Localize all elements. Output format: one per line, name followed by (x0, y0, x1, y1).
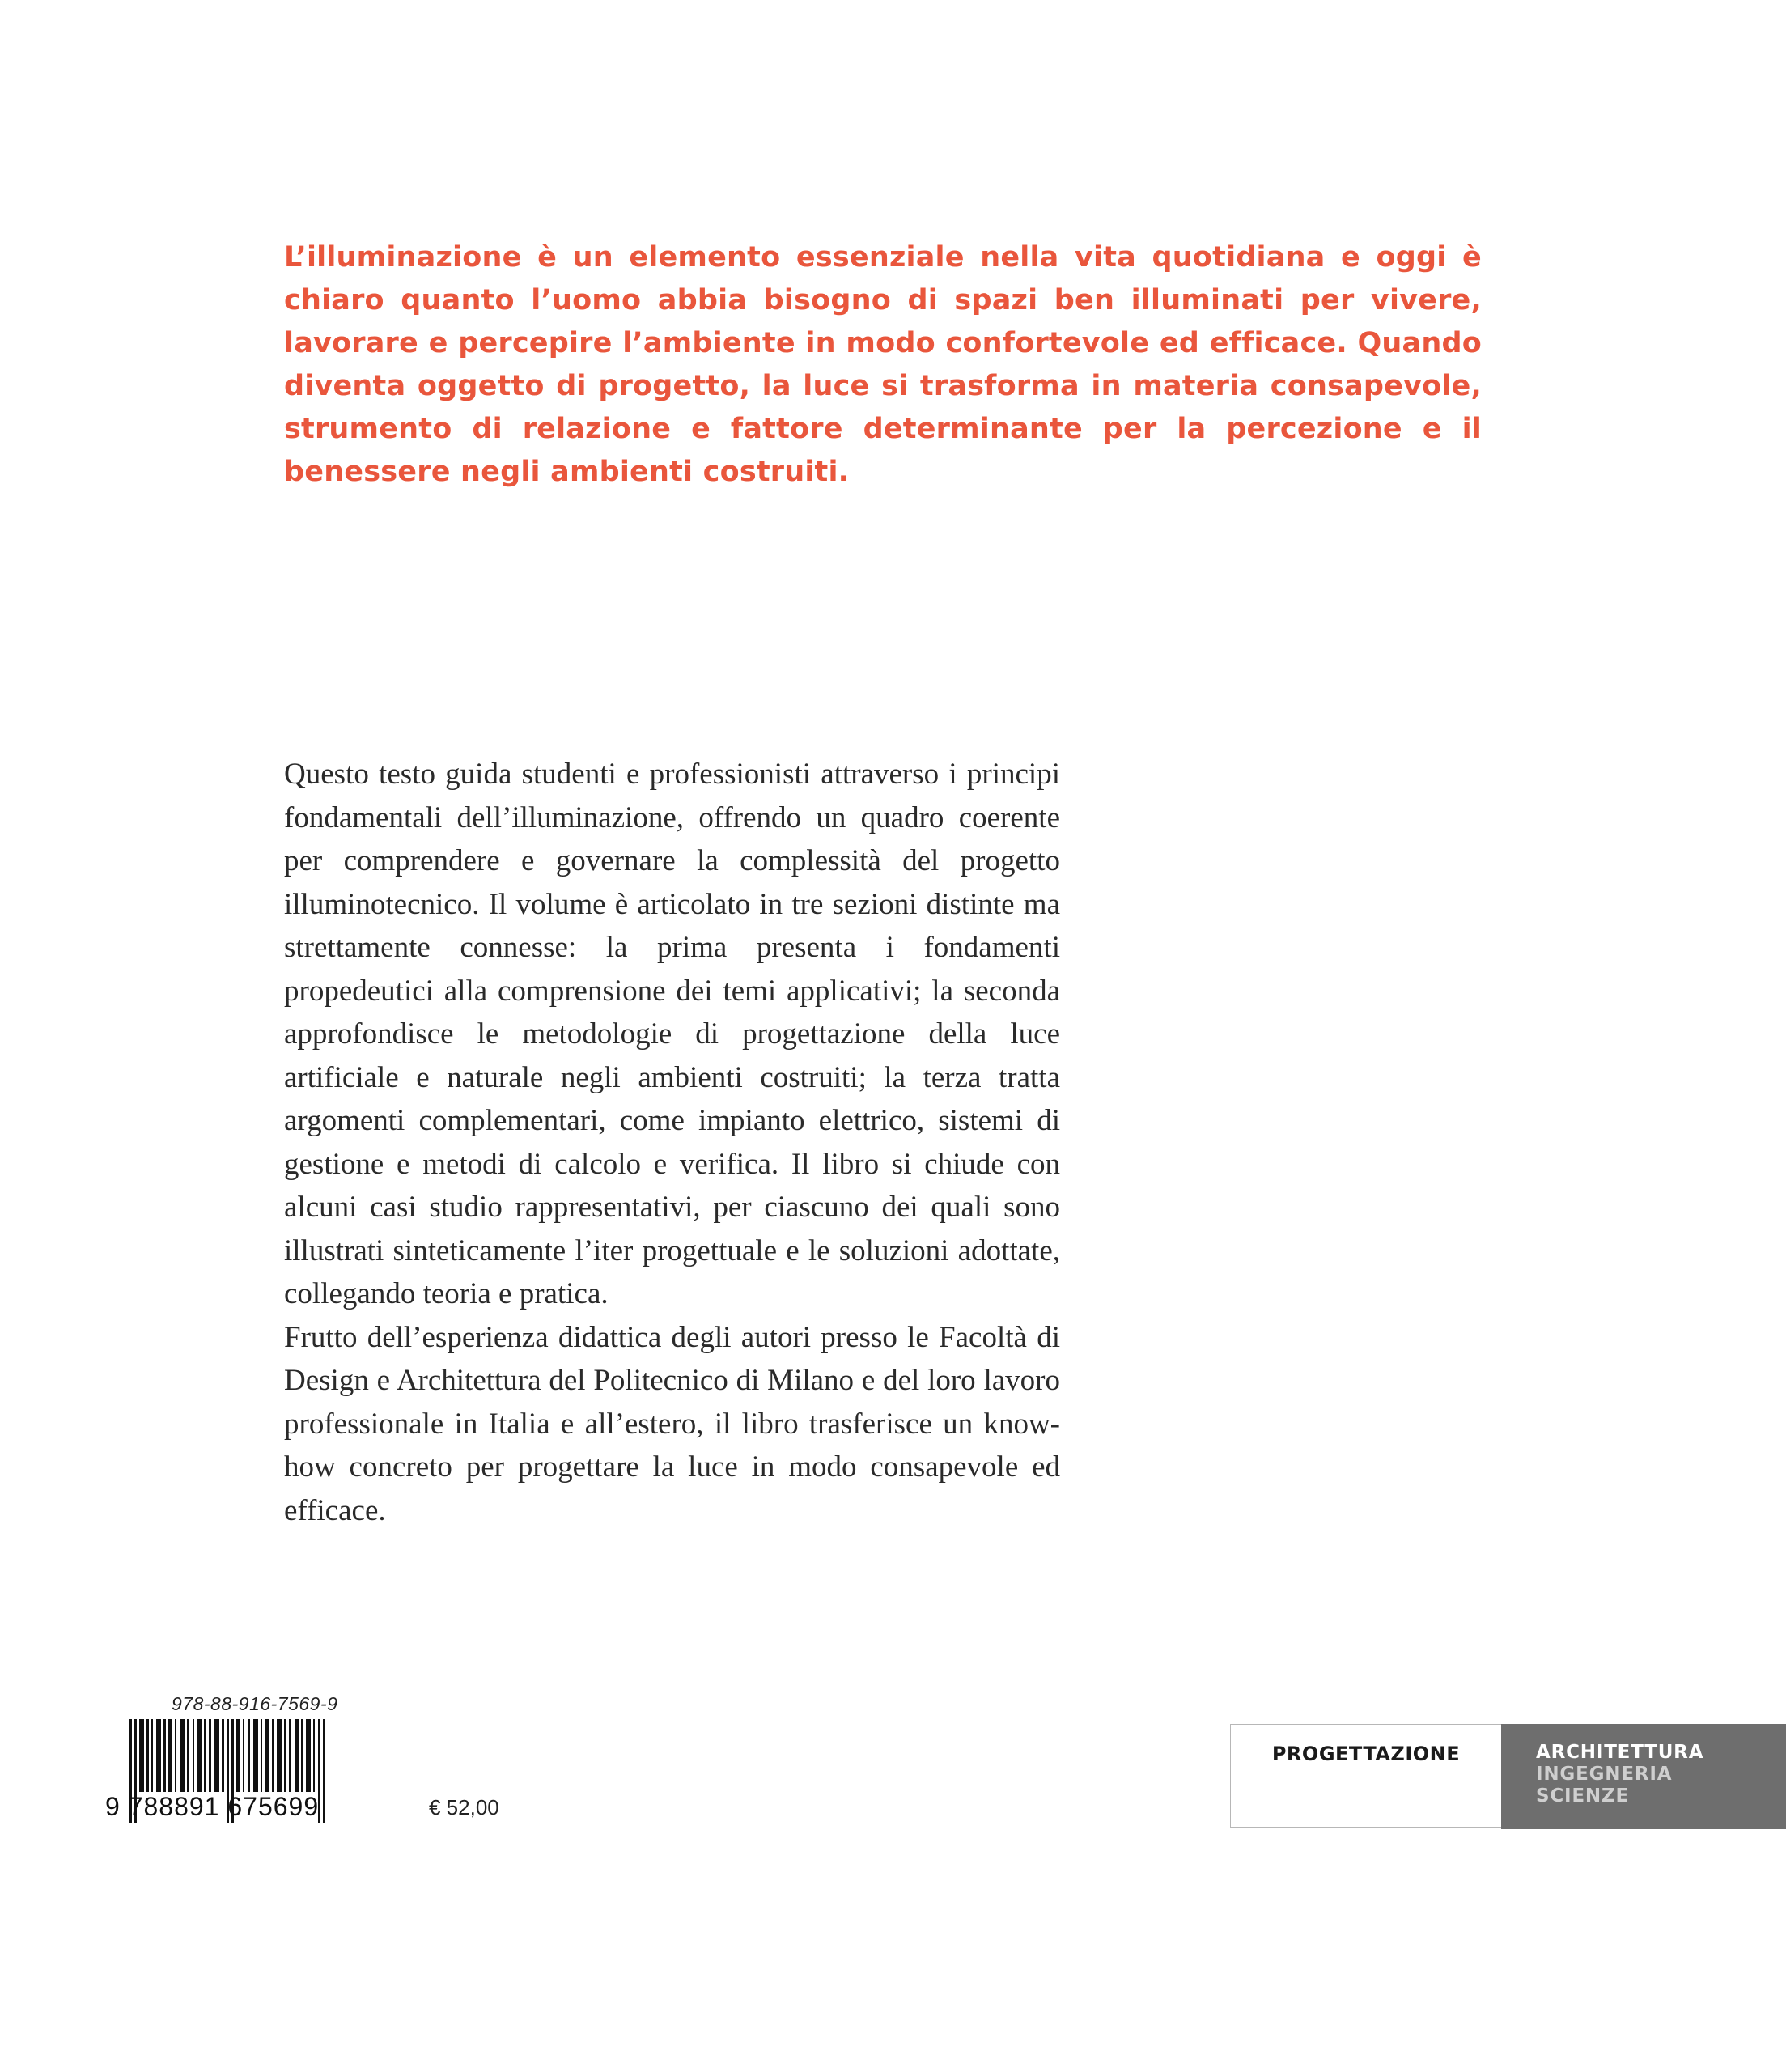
category-band (1230, 1724, 1786, 1829)
category-progettazione: PROGETTAZIONE (1230, 1724, 1501, 1828)
price-label: € 52,00 (429, 1795, 499, 1819)
description-paragraph-2: Frutto dell’esperienza didattica degli autori presso le Facoltà di Design e Architettura del Politecnico di Milano e del loro lavoro professionale in Italia e all’estero, il libro trasferisce un know-how concreto per progettare la luce in modo consapevole ed efficace. (284, 1320, 1060, 1527)
barcode-digits: 9 788891 675699 (105, 1792, 320, 1821)
category-architettura: ARCHITETTURA (1536, 1742, 1704, 1763)
category-area (1501, 1724, 1786, 1829)
description-body (284, 753, 1060, 1532)
category-ingegneria: INGEGNERIA (1536, 1764, 1673, 1785)
category-scienze: SCIENZE (1536, 1785, 1629, 1807)
lead-paragraph: L’illuminazione è un elemento essenziale nella vita quotidiana e oggi è chiaro quanto l’uomo abbia bisogno di spazi ben illuminati per vivere, lavorare e percepire l’ambiente in modo confortevole ed efficace. Quando diventa oggetto di progetto, la luce si trasforma in materia consapevole, strumento di relazione e fattore determinante per la percezione e il benessere negli ambienti costruiti. (284, 241, 1482, 488)
isbn-label: 978-88-916-7569-9 (172, 1693, 338, 1714)
description-paragraph-1: Questo testo guida studenti e professionisti attraverso i principi fondamentali dell’illuminazione, offrendo un quadro coerente per comprendere e governare la complessità del progetto illuminotecnico. Il volume è articolato in tre sezioni distinte ma strettamente connesse: la prima presenta i fondamenti propedeutici alla comprensione dei temi applicativi; la seconda approfondisce le metodologie di progettazione della luce artificiale e naturale negli ambienti costruiti; la terza tratta argomenti complementari, come impianto elettrico, sistemi di gestione e metodi di calcolo e verifica. Il libro si chiude con alcuni casi studio rappresentativi, per ciascuno dei quali sono illustrati sinteticamente l’iter progettuale e le soluzioni adottate, collegando teoria e pratica. (284, 758, 1060, 1310)
